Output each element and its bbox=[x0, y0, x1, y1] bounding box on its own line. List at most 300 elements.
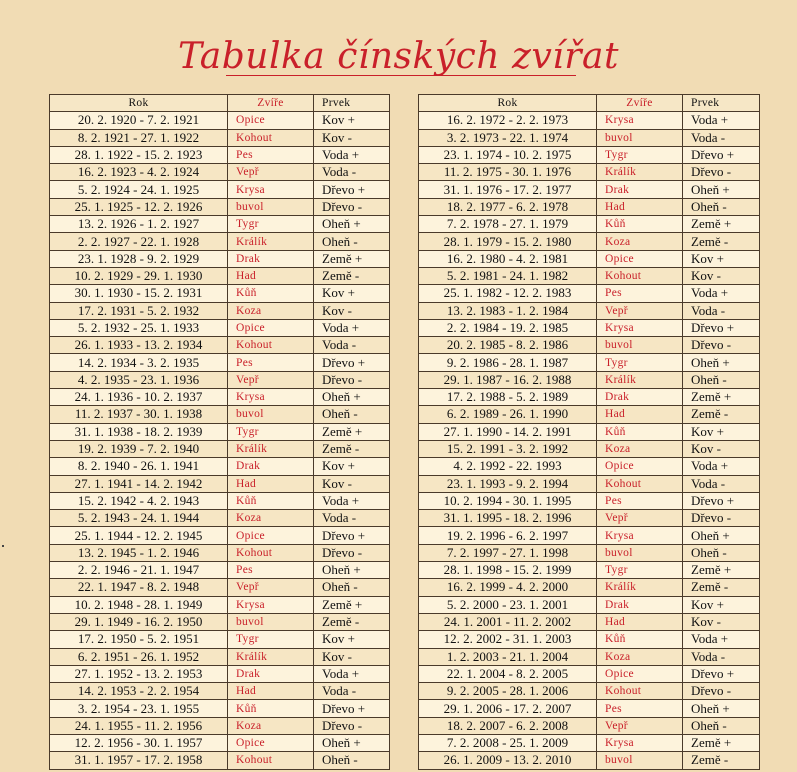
year-range-cell: 17. 2. 1988 - 5. 2. 1989 bbox=[419, 389, 597, 406]
year-range-cell: 12. 2. 1956 - 30. 1. 1957 bbox=[50, 734, 228, 751]
animal-cell: Kůň bbox=[597, 216, 683, 233]
year-range-cell: 23. 1. 1993 - 9. 2. 1994 bbox=[419, 475, 597, 492]
animal-cell: Tygr bbox=[228, 631, 314, 648]
year-range-cell: 31. 1. 1938 - 18. 2. 1939 bbox=[50, 423, 228, 440]
table-row bbox=[50, 146, 390, 163]
year-range-cell: 3. 2. 1954 - 23. 1. 1955 bbox=[50, 700, 228, 717]
element-cell: Země - bbox=[683, 406, 760, 423]
animal-cell: Králík bbox=[228, 233, 314, 250]
element-cell: Země + bbox=[683, 389, 760, 406]
table-row bbox=[50, 596, 390, 613]
element-cell: Dřevo - bbox=[683, 683, 760, 700]
element-cell: Oheň + bbox=[683, 527, 760, 544]
animal-cell: Kůň bbox=[228, 285, 314, 302]
animal-cell: buvol bbox=[228, 198, 314, 215]
year-range-cell: 14. 2. 1953 - 2. 2. 1954 bbox=[50, 683, 228, 700]
element-cell: Kov + bbox=[314, 285, 390, 302]
element-cell: Kov - bbox=[683, 613, 760, 630]
table-row bbox=[419, 129, 760, 146]
element-cell: Dřevo - bbox=[314, 544, 390, 561]
year-range-cell: 27. 1. 1990 - 14. 2. 1991 bbox=[419, 423, 597, 440]
element-cell: Země - bbox=[683, 579, 760, 596]
table-row bbox=[419, 613, 760, 630]
table-row bbox=[419, 492, 760, 509]
animal-cell: Drak bbox=[597, 181, 683, 198]
year-range-cell: 16. 2. 1980 - 4. 2. 1981 bbox=[419, 250, 597, 267]
year-range-cell: 20. 2. 1920 - 7. 2. 1921 bbox=[50, 112, 228, 129]
element-cell: Dřevo - bbox=[683, 337, 760, 354]
year-range-cell: 23. 1. 1974 - 10. 2. 1975 bbox=[419, 146, 597, 163]
table-row bbox=[419, 181, 760, 198]
table-row bbox=[50, 492, 390, 509]
animal-cell: Kohout bbox=[597, 475, 683, 492]
animal-cell: buvol bbox=[597, 752, 683, 769]
animal-cell: Pes bbox=[597, 492, 683, 509]
table-row bbox=[419, 683, 760, 700]
year-range-cell: 1. 2. 2003 - 21. 1. 2004 bbox=[419, 648, 597, 665]
year-range-cell: 23. 1. 1928 - 9. 2. 1929 bbox=[50, 250, 228, 267]
table-row bbox=[50, 544, 390, 561]
element-cell: Kov + bbox=[314, 458, 390, 475]
table-row bbox=[50, 475, 390, 492]
element-cell: Voda + bbox=[314, 492, 390, 509]
table-row bbox=[419, 458, 760, 475]
element-cell: Dřevo + bbox=[683, 319, 760, 336]
animal-cell: Kůň bbox=[597, 631, 683, 648]
element-cell: Voda - bbox=[683, 475, 760, 492]
header-rok: Rok bbox=[419, 95, 597, 112]
table-row bbox=[419, 216, 760, 233]
element-cell: Voda + bbox=[314, 665, 390, 682]
table-row bbox=[419, 267, 760, 284]
element-cell: Dřevo + bbox=[314, 527, 390, 544]
element-cell: Dřevo - bbox=[314, 371, 390, 388]
element-cell: Voda - bbox=[314, 683, 390, 700]
animal-cell: Opice bbox=[228, 734, 314, 751]
animal-cell: Vepř bbox=[597, 302, 683, 319]
year-range-cell: 24. 1. 2001 - 11. 2. 2002 bbox=[419, 613, 597, 630]
year-range-cell: 31. 1. 1995 - 18. 2. 1996 bbox=[419, 510, 597, 527]
year-range-cell: 19. 2. 1996 - 6. 2. 1997 bbox=[419, 527, 597, 544]
header-zvire: Zvíře bbox=[228, 95, 314, 112]
element-cell: Dřevo + bbox=[683, 665, 760, 682]
year-range-cell: 18. 2. 2007 - 6. 2. 2008 bbox=[419, 717, 597, 734]
animal-cell: Drak bbox=[597, 596, 683, 613]
table-row bbox=[419, 233, 760, 250]
table-row bbox=[419, 717, 760, 734]
year-range-cell: 5. 2. 1932 - 25. 1. 1933 bbox=[50, 319, 228, 336]
element-cell: Kov - bbox=[683, 267, 760, 284]
table-row bbox=[419, 371, 760, 388]
header-zvire: Zvíře bbox=[597, 95, 683, 112]
year-range-cell: 5. 2. 2000 - 23. 1. 2001 bbox=[419, 596, 597, 613]
animal-cell: Tygr bbox=[228, 216, 314, 233]
animal-cell: Pes bbox=[228, 146, 314, 163]
table-row bbox=[50, 319, 390, 336]
year-range-cell: 26. 1. 2009 - 13. 2. 2010 bbox=[419, 752, 597, 769]
animal-cell: Had bbox=[597, 406, 683, 423]
year-range-cell: 5. 2. 1943 - 24. 1. 1944 bbox=[50, 510, 228, 527]
year-range-cell: 22. 1. 2004 - 8. 2. 2005 bbox=[419, 665, 597, 682]
year-range-cell: 15. 2. 1942 - 4. 2. 1943 bbox=[50, 492, 228, 509]
animal-cell: Opice bbox=[597, 250, 683, 267]
year-range-cell: 22. 1. 1947 - 8. 2. 1948 bbox=[50, 579, 228, 596]
year-range-cell: 6. 2. 1989 - 26. 1. 1990 bbox=[419, 406, 597, 423]
table-row bbox=[419, 354, 760, 371]
element-cell: Voda - bbox=[314, 337, 390, 354]
year-range-cell: 30. 1. 1930 - 15. 2. 1931 bbox=[50, 285, 228, 302]
page-title: Tabulka čínských zvířat bbox=[178, 36, 619, 77]
year-range-cell: 18. 2. 1977 - 6. 2. 1978 bbox=[419, 198, 597, 215]
animal-cell: Vepř bbox=[597, 717, 683, 734]
table-row bbox=[50, 717, 390, 734]
animal-cell: Drak bbox=[228, 250, 314, 267]
animal-cell: Pes bbox=[228, 562, 314, 579]
table-row bbox=[419, 648, 760, 665]
table-row bbox=[50, 527, 390, 544]
table-row bbox=[419, 285, 760, 302]
animal-cell: Opice bbox=[228, 112, 314, 129]
animal-cell: Tygr bbox=[228, 423, 314, 440]
animal-cell: Vepř bbox=[597, 510, 683, 527]
year-range-cell: 4. 2. 1935 - 23. 1. 1936 bbox=[50, 371, 228, 388]
element-cell: Kov + bbox=[683, 596, 760, 613]
animal-cell: Pes bbox=[597, 700, 683, 717]
animal-cell: Had bbox=[228, 475, 314, 492]
animal-cell: Králík bbox=[597, 579, 683, 596]
element-cell: Země - bbox=[314, 267, 390, 284]
element-cell: Země - bbox=[683, 752, 760, 769]
table-row bbox=[50, 458, 390, 475]
animal-cell: Kůň bbox=[228, 492, 314, 509]
year-range-cell: 13. 2. 1945 - 1. 2. 1946 bbox=[50, 544, 228, 561]
element-cell: Voda + bbox=[314, 146, 390, 163]
year-range-cell: 10. 2. 1948 - 28. 1. 1949 bbox=[50, 596, 228, 613]
table-row bbox=[50, 371, 390, 388]
table-row bbox=[419, 752, 760, 769]
element-cell: Země + bbox=[683, 734, 760, 751]
table-row bbox=[419, 440, 760, 457]
table-row bbox=[419, 700, 760, 717]
animal-cell: Pes bbox=[597, 285, 683, 302]
animal-cell: Králík bbox=[597, 164, 683, 181]
element-cell: Voda + bbox=[683, 458, 760, 475]
animal-cell: buvol bbox=[597, 337, 683, 354]
element-cell: Voda - bbox=[683, 129, 760, 146]
table-row bbox=[50, 129, 390, 146]
table-row bbox=[419, 250, 760, 267]
animal-cell: Krysa bbox=[228, 389, 314, 406]
table-row bbox=[419, 665, 760, 682]
animal-cell: Drak bbox=[228, 458, 314, 475]
element-cell: Voda - bbox=[683, 302, 760, 319]
year-range-cell: 2. 2. 1984 - 19. 2. 1985 bbox=[419, 319, 597, 336]
year-range-cell: 19. 2. 1939 - 7. 2. 1940 bbox=[50, 440, 228, 457]
table-row bbox=[50, 752, 390, 769]
element-cell: Kov - bbox=[314, 302, 390, 319]
year-range-cell: 9. 2. 2005 - 28. 1. 2006 bbox=[419, 683, 597, 700]
table-row bbox=[419, 475, 760, 492]
animal-cell: Koza bbox=[597, 648, 683, 665]
year-range-cell: 10. 2. 1994 - 30. 1. 1995 bbox=[419, 492, 597, 509]
table-row bbox=[419, 544, 760, 561]
animal-cell: buvol bbox=[228, 406, 314, 423]
table-body-right bbox=[419, 112, 760, 769]
table-row bbox=[419, 389, 760, 406]
table-row bbox=[50, 389, 390, 406]
zodiac-table-left bbox=[49, 94, 390, 770]
table-row bbox=[50, 302, 390, 319]
element-cell: Země + bbox=[314, 423, 390, 440]
table-row bbox=[419, 146, 760, 163]
year-range-cell: 8. 2. 1921 - 27. 1. 1922 bbox=[50, 129, 228, 146]
table-row bbox=[50, 734, 390, 751]
element-cell: Kov + bbox=[683, 250, 760, 267]
animal-cell: Had bbox=[228, 267, 314, 284]
animal-cell: buvol bbox=[228, 613, 314, 630]
element-cell: Oheň + bbox=[314, 389, 390, 406]
element-cell: Kov - bbox=[314, 129, 390, 146]
element-cell: Oheň - bbox=[314, 752, 390, 769]
animal-cell: Tygr bbox=[597, 562, 683, 579]
element-cell: Kov + bbox=[683, 423, 760, 440]
element-cell: Oheň + bbox=[314, 216, 390, 233]
table-row bbox=[50, 354, 390, 371]
table-row bbox=[419, 164, 760, 181]
animal-cell: Had bbox=[597, 198, 683, 215]
year-range-cell: 17. 2. 1950 - 5. 2. 1951 bbox=[50, 631, 228, 648]
element-cell: Kov + bbox=[314, 112, 390, 129]
year-range-cell: 29. 1. 1949 - 16. 2. 1950 bbox=[50, 613, 228, 630]
year-range-cell: 5. 2. 1924 - 24. 1. 1925 bbox=[50, 181, 228, 198]
animal-cell: Koza bbox=[597, 440, 683, 457]
element-cell: Dřevo - bbox=[683, 164, 760, 181]
table-row bbox=[50, 440, 390, 457]
margin-dot bbox=[2, 545, 4, 547]
table-row bbox=[50, 250, 390, 267]
year-range-cell: 2. 2. 1927 - 22. 1. 1928 bbox=[50, 233, 228, 250]
table-row bbox=[50, 198, 390, 215]
element-cell: Voda + bbox=[683, 112, 760, 129]
year-range-cell: 28. 1. 1998 - 15. 2. 1999 bbox=[419, 562, 597, 579]
year-range-cell: 11. 2. 1975 - 30. 1. 1976 bbox=[419, 164, 597, 181]
header-prvek: Prvek bbox=[683, 95, 760, 112]
header-prvek: Prvek bbox=[314, 95, 390, 112]
animal-cell: Vepř bbox=[228, 164, 314, 181]
table-row bbox=[50, 112, 390, 129]
element-cell: Země + bbox=[314, 596, 390, 613]
year-range-cell: 7. 2. 2008 - 25. 1. 2009 bbox=[419, 734, 597, 751]
table-row bbox=[419, 596, 760, 613]
table-row bbox=[50, 216, 390, 233]
element-cell: Země - bbox=[314, 440, 390, 457]
year-range-cell: 9. 2. 1986 - 28. 1. 1987 bbox=[419, 354, 597, 371]
element-cell: Oheň + bbox=[683, 354, 760, 371]
zodiac-table-right bbox=[418, 94, 760, 770]
year-range-cell: 11. 2. 1937 - 30. 1. 1938 bbox=[50, 406, 228, 423]
table-row bbox=[50, 665, 390, 682]
year-range-cell: 4. 2. 1992 - 22. 1993 bbox=[419, 458, 597, 475]
table-body-left bbox=[50, 112, 390, 769]
animal-cell: Králík bbox=[597, 371, 683, 388]
element-cell: Kov + bbox=[314, 631, 390, 648]
element-cell: Voda + bbox=[683, 631, 760, 648]
element-cell: Země + bbox=[683, 562, 760, 579]
table-row bbox=[50, 233, 390, 250]
table-row bbox=[419, 406, 760, 423]
element-cell: Oheň - bbox=[314, 579, 390, 596]
animal-cell: Koza bbox=[228, 510, 314, 527]
element-cell: Dřevo + bbox=[683, 492, 760, 509]
animal-cell: Vepř bbox=[228, 371, 314, 388]
animal-cell: Kohout bbox=[597, 267, 683, 284]
element-cell: Oheň - bbox=[683, 544, 760, 561]
animal-cell: Tygr bbox=[597, 354, 683, 371]
element-cell: Dřevo - bbox=[314, 717, 390, 734]
element-cell: Oheň - bbox=[683, 371, 760, 388]
year-range-cell: 16. 2. 1923 - 4. 2. 1924 bbox=[50, 164, 228, 181]
year-range-cell: 13. 2. 1926 - 1. 2. 1927 bbox=[50, 216, 228, 233]
year-range-cell: 7. 2. 1997 - 27. 1. 1998 bbox=[419, 544, 597, 561]
animal-cell: buvol bbox=[597, 129, 683, 146]
year-range-cell: 3. 2. 1973 - 22. 1. 1974 bbox=[419, 129, 597, 146]
animal-cell: Krysa bbox=[228, 596, 314, 613]
table-row bbox=[50, 285, 390, 302]
element-cell: Země + bbox=[683, 216, 760, 233]
year-range-cell: 10. 2. 1929 - 29. 1. 1930 bbox=[50, 267, 228, 284]
element-cell: Země - bbox=[314, 613, 390, 630]
year-range-cell: 24. 1. 1936 - 10. 2. 1937 bbox=[50, 389, 228, 406]
year-range-cell: 8. 2. 1940 - 26. 1. 1941 bbox=[50, 458, 228, 475]
element-cell: Dřevo - bbox=[683, 510, 760, 527]
element-cell: Oheň + bbox=[314, 562, 390, 579]
year-range-cell: 28. 1. 1979 - 15. 2. 1980 bbox=[419, 233, 597, 250]
animal-cell: Králík bbox=[228, 440, 314, 457]
year-range-cell: 5. 2. 1981 - 24. 1. 1982 bbox=[419, 267, 597, 284]
animal-cell: Opice bbox=[228, 319, 314, 336]
element-cell: Voda - bbox=[683, 648, 760, 665]
animal-cell: Kůň bbox=[597, 423, 683, 440]
animal-cell: Koza bbox=[228, 302, 314, 319]
animal-cell: Krysa bbox=[597, 734, 683, 751]
table-row bbox=[419, 302, 760, 319]
element-cell: Dřevo + bbox=[314, 181, 390, 198]
table-row bbox=[50, 613, 390, 630]
animal-cell: Krysa bbox=[597, 112, 683, 129]
animal-cell: Kohout bbox=[228, 337, 314, 354]
title-underline bbox=[226, 75, 576, 76]
table-row bbox=[419, 337, 760, 354]
animal-cell: Koza bbox=[228, 717, 314, 734]
table-row bbox=[50, 648, 390, 665]
animal-cell: Drak bbox=[597, 389, 683, 406]
animal-cell: Pes bbox=[228, 354, 314, 371]
table-row bbox=[419, 112, 760, 129]
table-row bbox=[50, 683, 390, 700]
animal-cell: Kohout bbox=[228, 544, 314, 561]
year-range-cell: 12. 2. 2002 - 31. 1. 2003 bbox=[419, 631, 597, 648]
table-header-row bbox=[419, 95, 760, 112]
animal-cell: Vepř bbox=[228, 579, 314, 596]
element-cell: Dřevo + bbox=[683, 146, 760, 163]
year-range-cell: 2. 2. 1946 - 21. 1. 1947 bbox=[50, 562, 228, 579]
table-row bbox=[419, 510, 760, 527]
animal-cell: Had bbox=[597, 613, 683, 630]
table-row bbox=[50, 423, 390, 440]
element-cell: Oheň - bbox=[683, 198, 760, 215]
table-row bbox=[50, 631, 390, 648]
element-cell: Voda - bbox=[314, 510, 390, 527]
element-cell: Dřevo + bbox=[314, 354, 390, 371]
table-row bbox=[419, 562, 760, 579]
element-cell: Kov - bbox=[683, 440, 760, 457]
element-cell: Oheň + bbox=[314, 734, 390, 751]
animal-cell: Drak bbox=[228, 665, 314, 682]
element-cell: Kov - bbox=[314, 648, 390, 665]
year-range-cell: 25. 1. 1944 - 12. 2. 1945 bbox=[50, 527, 228, 544]
element-cell: Oheň - bbox=[314, 406, 390, 423]
table-row bbox=[50, 700, 390, 717]
year-range-cell: 24. 1. 1955 - 11. 2. 1956 bbox=[50, 717, 228, 734]
element-cell: Oheň - bbox=[683, 717, 760, 734]
element-cell: Dřevo - bbox=[314, 198, 390, 215]
animal-cell: Kůň bbox=[228, 700, 314, 717]
table-row bbox=[50, 164, 390, 181]
year-range-cell: 25. 1. 1925 - 12. 2. 1926 bbox=[50, 198, 228, 215]
table-row bbox=[419, 198, 760, 215]
animal-cell: Opice bbox=[597, 458, 683, 475]
animal-cell: buvol bbox=[597, 544, 683, 561]
element-cell: Oheň - bbox=[314, 233, 390, 250]
element-cell: Voda + bbox=[314, 319, 390, 336]
element-cell: Oheň + bbox=[683, 700, 760, 717]
year-range-cell: 27. 1. 1952 - 13. 2. 1953 bbox=[50, 665, 228, 682]
year-range-cell: 25. 1. 1982 - 12. 2. 1983 bbox=[419, 285, 597, 302]
element-cell: Voda - bbox=[314, 164, 390, 181]
element-cell: Oheň + bbox=[683, 181, 760, 198]
year-range-cell: 7. 2. 1978 - 27. 1. 1979 bbox=[419, 216, 597, 233]
table-row bbox=[419, 579, 760, 596]
animal-cell: Krysa bbox=[597, 319, 683, 336]
table-row bbox=[50, 510, 390, 527]
year-range-cell: 29. 1. 2006 - 17. 2. 2007 bbox=[419, 700, 597, 717]
table-row bbox=[419, 319, 760, 336]
animal-cell: Krysa bbox=[597, 527, 683, 544]
table-row bbox=[50, 267, 390, 284]
table-row bbox=[419, 423, 760, 440]
year-range-cell: 28. 1. 1922 - 15. 2. 1923 bbox=[50, 146, 228, 163]
table-row bbox=[50, 406, 390, 423]
element-cell: Země + bbox=[314, 250, 390, 267]
table-row bbox=[50, 579, 390, 596]
animal-cell: Koza bbox=[597, 233, 683, 250]
year-range-cell: 20. 2. 1985 - 8. 2. 1986 bbox=[419, 337, 597, 354]
year-range-cell: 31. 1. 1976 - 17. 2. 1977 bbox=[419, 181, 597, 198]
table-row bbox=[50, 562, 390, 579]
element-cell: Kov - bbox=[314, 475, 390, 492]
element-cell: Dřevo + bbox=[314, 700, 390, 717]
year-range-cell: 16. 2. 1999 - 4. 2. 2000 bbox=[419, 579, 597, 596]
element-cell: Voda + bbox=[683, 285, 760, 302]
year-range-cell: 16. 2. 1972 - 2. 2. 1973 bbox=[419, 112, 597, 129]
header-rok: Rok bbox=[50, 95, 228, 112]
table-row bbox=[50, 337, 390, 354]
animal-cell: Kohout bbox=[228, 129, 314, 146]
year-range-cell: 17. 2. 1931 - 5. 2. 1932 bbox=[50, 302, 228, 319]
animal-cell: Králík bbox=[228, 648, 314, 665]
table-row bbox=[419, 734, 760, 751]
animal-cell: Krysa bbox=[228, 181, 314, 198]
